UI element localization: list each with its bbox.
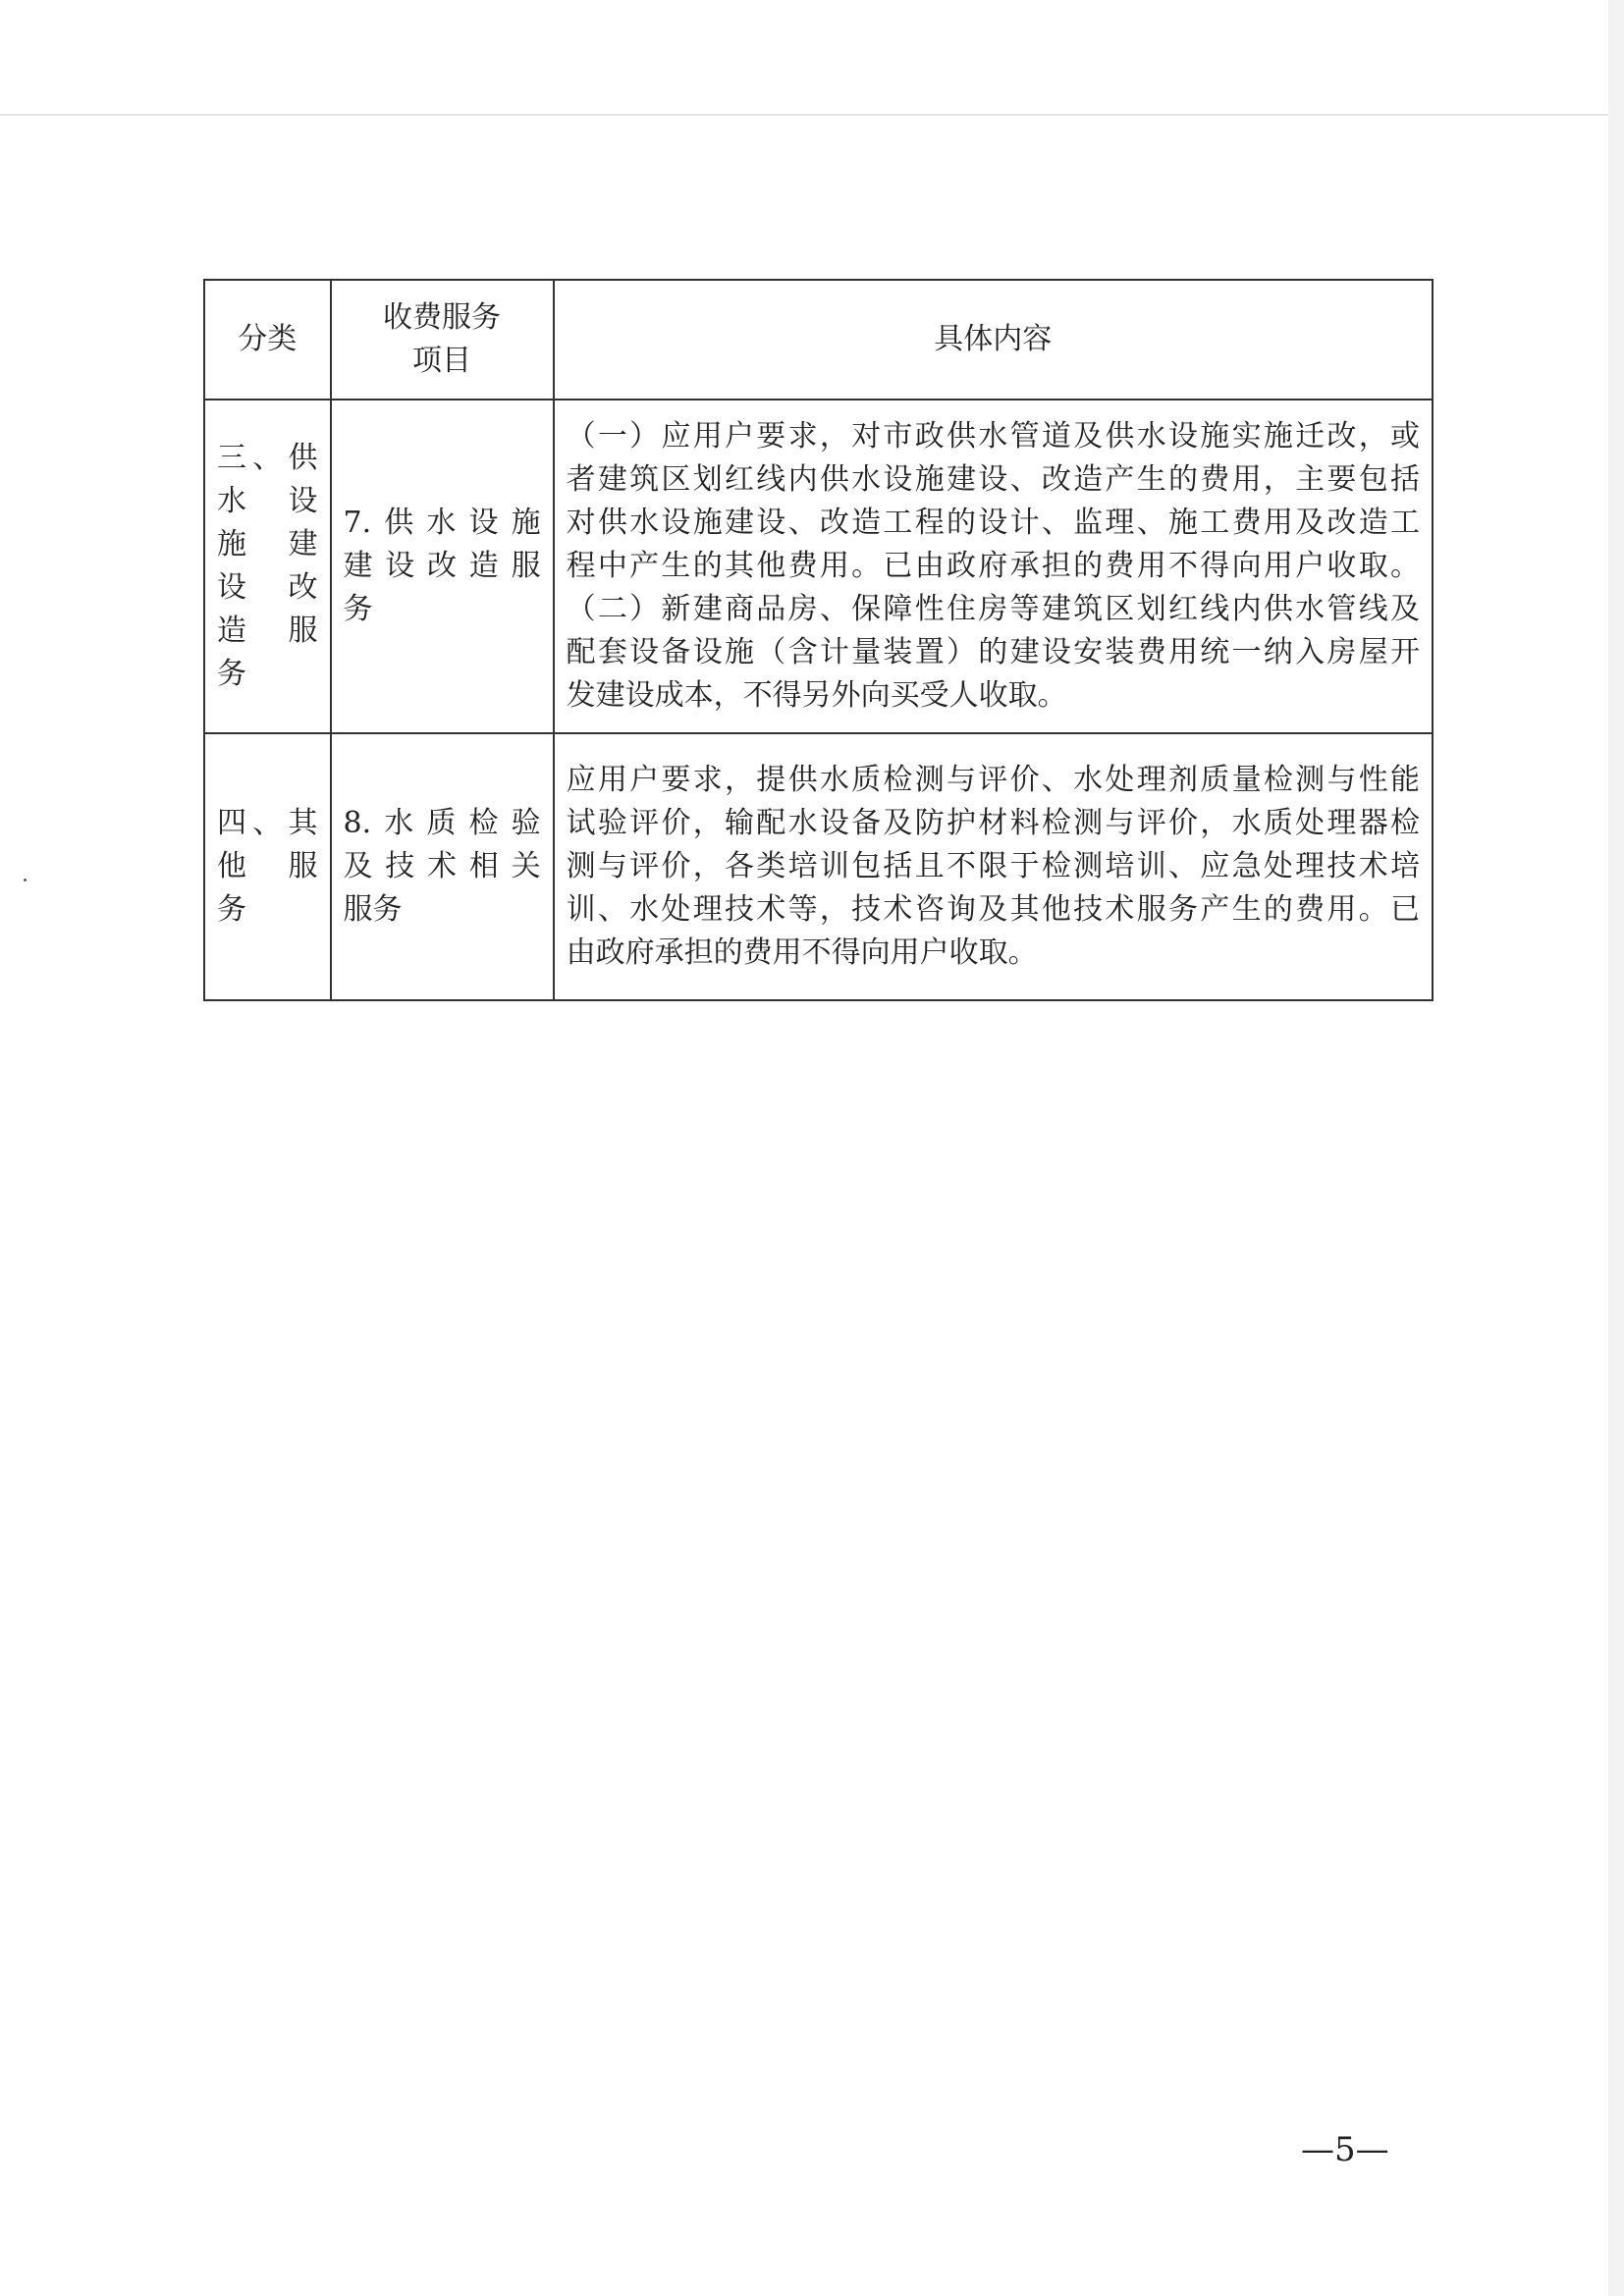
- text-line: 造 服: [217, 614, 318, 648]
- text-line: 测与评价，各类培训包括且不限于检测培训、应急处理技术培: [566, 849, 1420, 883]
- header-content: 具体内容: [554, 280, 1433, 400]
- table-row: [204, 400, 1433, 733]
- cell-category: [204, 400, 331, 733]
- header-line: 收费服务: [383, 300, 502, 335]
- text-line: 配套设备设施（含计量装置）的建设安装费用统一纳入房屋开: [566, 635, 1420, 669]
- cell-service-item: [331, 400, 554, 733]
- page-number: —5—: [1301, 2130, 1389, 2169]
- text-line: 8.水质检验: [343, 806, 541, 840]
- text-line: 水 设: [217, 484, 318, 518]
- header-service-item: [331, 280, 554, 400]
- cell-service-item: [331, 733, 554, 1000]
- text-line: 务: [343, 592, 373, 626]
- text-line: 务: [217, 657, 246, 691]
- header-line: 项目: [412, 344, 472, 378]
- text-line: 施 建: [217, 527, 318, 561]
- text-line: 试验评价，输配水设备及防护材料检测与评价，水质处理器检: [566, 806, 1420, 840]
- table-row: [204, 733, 1433, 1000]
- text-line: 及技术相关: [343, 849, 541, 883]
- text-line: 三、供: [217, 441, 318, 475]
- text-line: 者建筑区划红线内供水设施建设、改造产生的费用，主要包括: [566, 462, 1420, 497]
- cell-category: [204, 733, 331, 1000]
- text-line: 对供水设施建设、改造工程的设计、监理、施工费用及改造工: [566, 506, 1420, 540]
- text-line: （二）新建商品房、保障性住房等建筑区划红线内供水管线及: [566, 592, 1420, 626]
- text-line: 建设改造服: [343, 549, 541, 583]
- text-line: 训、水处理技术等，技术咨询及其他技术服务产生的费用。已: [566, 892, 1420, 927]
- text-line: 四、其: [217, 806, 318, 840]
- scan-speck: [24, 879, 27, 881]
- text-line: 发建设成本，不得另外向买受人收取。: [566, 678, 1067, 713]
- header-category: 分类: [204, 280, 331, 400]
- text-line: 设 改: [217, 570, 318, 605]
- text-line: 他服: [217, 849, 318, 883]
- text-line: 由政府承担的费用不得向用户收取。: [566, 935, 1038, 970]
- table-header-row: [204, 280, 1433, 400]
- text-line: （一）应用户要求，对市政供水管道及供水设施实施迁改，或: [566, 419, 1420, 454]
- text-line: 7.供水设施: [343, 506, 541, 540]
- cell-content: [554, 400, 1433, 733]
- fee-service-table: [203, 279, 1434, 1001]
- scan-edge-top: [0, 114, 1610, 116]
- text-line: 务: [217, 892, 246, 927]
- cell-content: [554, 733, 1433, 1000]
- scan-edge-right: [1608, 0, 1624, 2296]
- text-line: 应用户要求，提供水质检测与评价、水处理剂质量检测与性能: [566, 763, 1420, 797]
- text-line: 服务: [343, 892, 403, 927]
- text-line: 程中产生的其他费用。已由政府承担的费用不得向用户收取。: [566, 549, 1420, 583]
